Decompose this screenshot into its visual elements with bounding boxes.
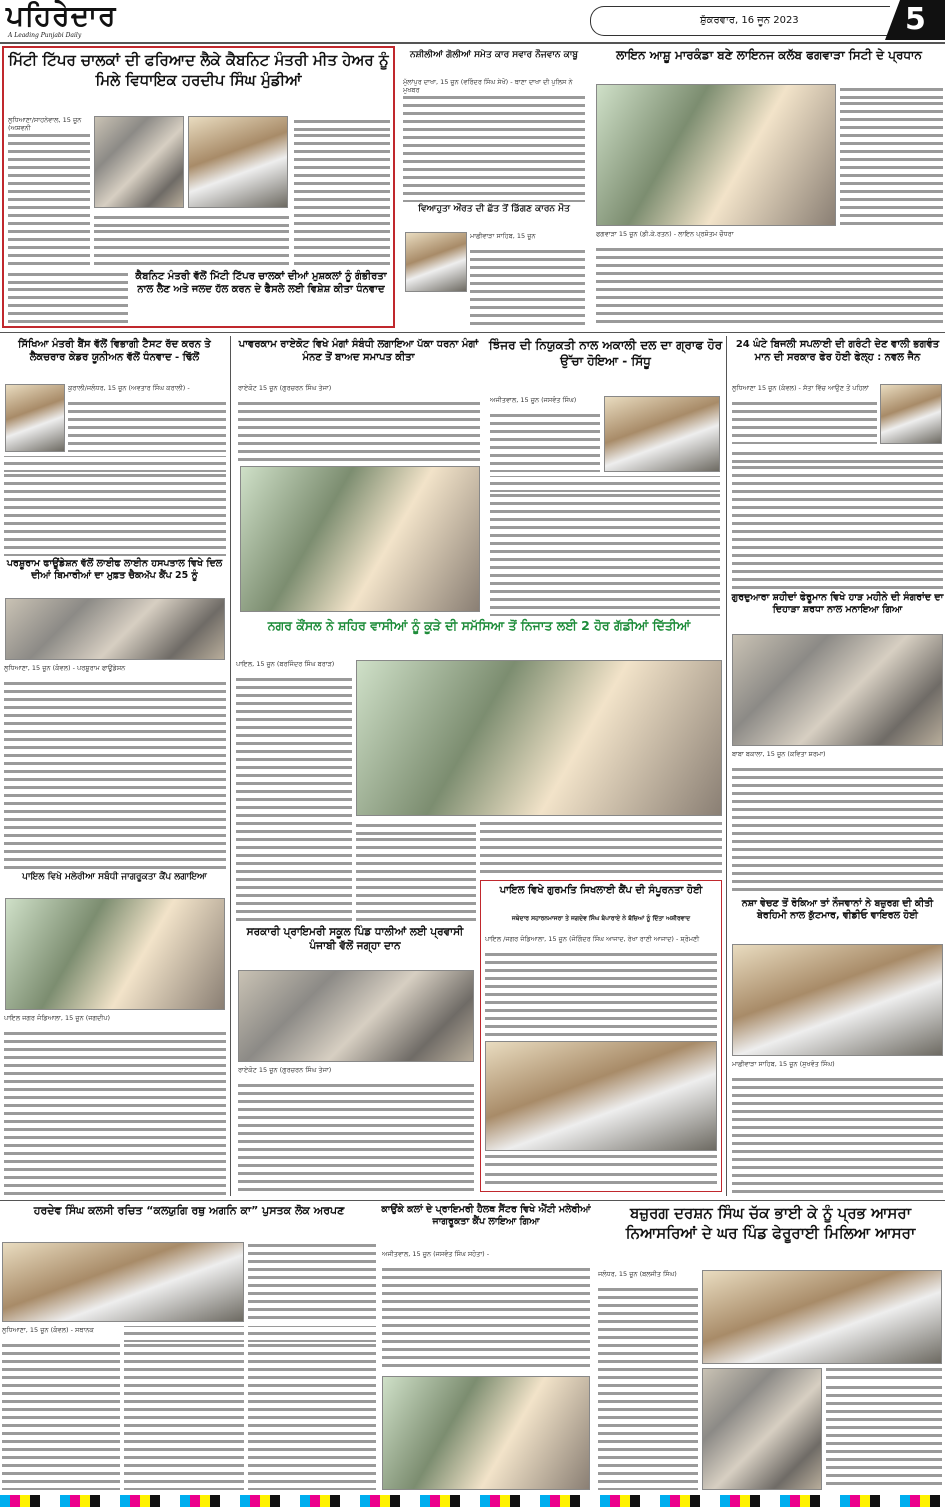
headline: ਗੁਰਦੁਆਰਾ ਸ਼ਹੀਦਾਂ ਫੇਰੂਮਾਨ ਵਿਖੇ ਹਾੜ ਮਹੀਨੇ ਦੀ ਸੰਗਰਾਂਦ ਦਾ ਦਿਹਾੜਾ ਸ਼ਰਧਾ ਨਾਲ ਮਨਾਇਆ ਗਿਆ: [731, 592, 944, 616]
photo-garbage-vehicles: [356, 660, 722, 816]
column-rule: [230, 336, 231, 1196]
article-body: [732, 448, 943, 590]
headline: ਪਰਸ਼ੂਰਾਮ ਫਾਊਂਡੇਸ਼ਨ ਵੱਲੋਂ ਲਾਈਫ ਲਾਈਨ ਹਸਪਤਾਲ ਵਿਖੇ ਦਿਲ ਦੀਆਂ ਬਿਮਾਰੀਆਂ ਦਾ ਮੁਫ਼ਤ ਚੈਕਅੱਪ ਕੈਂਪ 25 ਨੂੰ: [6, 558, 223, 582]
headline: ਪਾਇਲ ਵਿਖੇ ਮਲੇਰੀਆ ਸਬੰਧੀ ਜਾਗਰੂਕਤਾ ਕੈਂਪ ਲਗਾਇਆ: [22, 872, 207, 882]
article-body: ਅਜੀਤਵਾਲ, 15 ਜੂਨ (ਜਸਵੰਤ ਸਿੰਘ): [490, 396, 600, 472]
article-body: [8, 270, 128, 325]
headline: ਸਰਕਾਰੀ ਪ੍ਰਾਇਮਰੀ ਸਕੂਲ ਪਿੰਡ ਧਾਲੀਆਂ ਲਈ ਪ੍ਰਵਾਸੀ ਪੰਜਾਬੀ ਵੱਲੋਂ ਜਗ੍ਹਾ ਦਾਨ: [246, 926, 464, 952]
headline: ਸਿੱਖਿਆ ਮੰਤਰੀ ਬੈਂਸ ਵੱਲੋਂ ਵਿਭਾਗੀ ਟੈਸਟ ਰੱਦ ਕਰਨ ਤੇ ਲੈਕਚਰਾਰ ਕੇਡਰ ਯੂਨੀਅਨ ਵੱਲੋਂ ਧੰਨਵਾਦ - ਢਿੱਲੋਂ: [18, 339, 211, 363]
article-body: [248, 1242, 376, 1322]
photo-foundation: [5, 598, 225, 660]
article-tipper-drivers: [2, 46, 395, 328]
article-body: ਕੁਰਾਲੀ/ਜਲੰਧਰ, 15 ਜੂਨ (ਅਵਤਾਰ ਸਿੰਘ ਕਰਾਲੀ) -: [68, 384, 226, 452]
article-body: ਬਾਬਾ ਬਕਾਲਾ, 15 ਜੂਨ (ਕਵਿਤਾ ਸ਼ਰਮਾ): [732, 750, 943, 896]
headline: ਕਾਉਂਕੇ ਕਲਾਂ ਦੇ ਪ੍ਰਾਇਮਰੀ ਹੈਲਥ ਸੈਂਟਰ ਵਿਖੇ ਐਂਟੀ ਮਲੇਰੀਆਂ ਜਾਗਰੂਕਤਾ ਕੈਂਪ ਲਾਇਆ ਗਿਆ: [381, 1204, 591, 1228]
photo-ashram: [702, 1368, 822, 1490]
article-body: ਫਗਵਾੜਾ 15 ਜੂਨ (ਡੀ.ਕੇ.ਰਤਨ) - ਲਾਇਨ ਪ੍ਰਸ਼ੋਤਮ ਚੌਧਰਾ: [596, 230, 943, 328]
article-body: ਲੁਧਿਆਣਾ, 15 ਜੂਨ (ਕੰਵਲ) - ਪਰਸ਼ੂਰਾਮ ਫਾਊਂਡੇਸ਼ਨ: [4, 664, 226, 869]
article-body: ਮਾਛੀਵਾੜਾ ਸਾਹਿਬ, 15 ਜੂਨ (ਸੁਖਵੰਤ ਸਿੰਘ): [732, 1060, 943, 1196]
article-body: ਜਲੰਧਰ, 15 ਜੂਨ (ਬਲਜੀਤ ਸਿੰਘ): [598, 1270, 698, 1490]
article-body: [356, 820, 476, 922]
photo-malaria-camp: [5, 898, 225, 1010]
article-body: ਪਾਇਲ, 15 ਜੂਨ (ਬਰਜਿੰਦਰ ਸਿੰਘ ਬਰਾੜ): [236, 660, 352, 922]
photo-portrait: [5, 384, 65, 452]
issue-date: ਸ਼ੁੱਕਰਵਾਰ, 16 ਜੂਨ 2023: [700, 15, 799, 26]
headline: ਹਰਦੇਵ ਸਿੰਘ ਕਲਸੀ ਰਚਿਤ “ਕਲਯੁਗਿ ਰਥੁ ਅਗਨਿ ਕਾ” ਪੁਸਤਕ ਲੋਕ ਅਰਪਣ: [33, 1204, 345, 1217]
photo-children-certificates: [485, 1041, 717, 1151]
headline-green: ਨਗਰ ਕੌਂਸਲ ਨੇ ਸ਼ਹਿਰ ਵਾਸੀਆਂ ਨੂੰ ਕੂੜੇ ਦੀ ਸਮੱਸਿਆ ਤੋਂ ਨਿਜਾਤ ਲਈ 2 ਹੋਰ ਗੱਡੀਆਂ ਦਿੱਤੀਆਂ: [267, 618, 691, 633]
article-body: ਲੁਧਿਆਣਾ, 15 ਜੂਨ (ਕੰਵਲ) - ਸਥਾਨਕ: [2, 1326, 120, 1490]
headline: ਨਸ਼ੀਲੀਆਂ ਗੋਲੀਆਂ ਸਮੇਤ ਕਾਰ ਸਵਾਰ ਨੌਜਵਾਨ ਕਾਬੂ: [409, 50, 579, 60]
article-body: [124, 1326, 244, 1490]
photo-health-camp: [382, 1376, 590, 1490]
photo-gurdwara: [732, 634, 943, 746]
headline: ਨਸ਼ਾ ਵੇਚਣ ਤੋਂ ਰੋਕਿਆ ਤਾਂ ਨੌਜਵਾਨਾਂ ਨੇ ਬਜ਼ੁਰਗ ਦੀ ਕੀਤੀ ਬੇਰਹਿਮੀ ਨਾਲ ਕੁੱਟਮਾਰ, ਵੀਡੀਓ ਵਾਇਰਲ ਹੋਈ: [741, 898, 934, 922]
photo-lions-club: [596, 84, 836, 226]
article-body: [490, 476, 720, 616]
subheadline: ਕੈਬਨਿਟ ਮੰਤਰੀ ਵੱਲੋਂ ਮਿੱਟੀ ਟਿੱਪਰ ਚਾਲਕਾਂ ਦੀਆਂ ਮੁਸ਼ਕਲਾਂ ਨੂੰ ਗੰਭੀਰਤਾ ਨਾਲ ਲੈਣ ਅਤੇ ਜਲਦ ਹੱਲ ਕਰਨ ਦੇ ਫੈਸਲੇ ਲਈ ਵਿਸ਼ੇਸ਼ ਕੀਤਾ ਧੰਨਵਾਦ: [135, 271, 387, 295]
photo-minister: [188, 116, 288, 208]
photo-youths: [732, 944, 943, 1056]
photo-meeting: [94, 116, 184, 208]
article-body: [248, 1326, 376, 1490]
headline: ਝਿੰਜਰ ਦੀ ਨਿਯੁਕਤੀ ਨਾਲ ਅਕਾਲੀ ਦਲ ਦਾ ਗ੍ਰਾਫ ਹੋਰ ਉੱਚਾ ਹੋਇਆ - ਸਿੱਧੂ: [488, 338, 723, 368]
article-body: [4, 456, 226, 556]
photo-protest: [240, 466, 480, 612]
headline: ਪਾਇਲ ਵਿਖੇ ਗੁਰਮਤਿ ਸਿਖਲਾਈ ਕੈਂਪ ਦੀ ਸੰਪੂਰਨਤਾ ਹੋਈ: [499, 885, 703, 896]
article-body: ਮੁੱਲਾਂਪੁਰ ਦਾਖਾ, 15 ਜੂਨ (ਵਰਿੰਦਰ ਸਿੰਘ ਸੇਖੋਂ) - ਥਾਣਾ ਦਾਖਾ ਦੀ ਪੁਲਿਸ ਨੇ ਮੁਖਬਰ: [403, 78, 585, 202]
article-body: ਲੁਧਿਆਣਾ/ਸਾਹਨੇਵਾਲ, 15 ਜੂਨ (ਅਸ਼ਵਨੀ: [8, 116, 90, 266]
subheadline: ਜਥੇਦਾਰ ਸਹਾਰਨਮਾਜਰਾ ਤੇ ਜਗਦੇਵ ਸਿੰਘ ਬੋਪਾਰਾਏ ਨੇ ਬੱਚਿਆਂ ਨੂੰ ਦਿੱਤਾ ਅਸ਼ੀਰਵਾਦ: [511, 915, 691, 922]
article-body: [826, 1368, 942, 1490]
article-body: [480, 820, 722, 876]
column-rule: [726, 336, 727, 1196]
article-body: ਅਜੀਤਵਾਲ, 15 ਜੂਨ (ਜਸਵੰਤ ਸਿੰਘ ਸਹੋਤਾ) -: [382, 1250, 590, 1372]
section-divider: [0, 1200, 945, 1201]
article-body: [294, 116, 390, 266]
photo-elderly-man: [702, 1270, 942, 1364]
photo-portraits: [604, 396, 720, 472]
article-body: [840, 84, 943, 226]
color-registration-bar: [0, 1495, 945, 1507]
article-body: [94, 212, 289, 266]
article-body: ਰਾਏਕੋਟ 15 ਜੂਨ (ਗੁਰਚਰਨ ਸਿੰਘ ਤੇਜਾ): [238, 384, 480, 462]
masthead: [0, 0, 945, 42]
article-body: ਪਾਇਲ /ਜਗਰ ਜੰਡਿਆਲਾ, 15 ਜੂਨ (ਜੋਗਿੰਦਰ ਸਿੰਘ ਆਜਾਦ, ਰੇਖਾ ਰਾਣੀ ਆਜਾਦ) - ਸ਼੍ਰੋਮਣੀ: [485, 935, 717, 1037]
masthead-rule: [0, 42, 945, 44]
photo-portrait: [880, 384, 942, 444]
article-body: ਮਾਛੀਵਾੜਾ ਸਾਹਿਬ, 15 ਜੂਨ: [470, 232, 585, 326]
headline: 24 ਘੰਟੇ ਬਿਜਲੀ ਸਪਲਾਈ ਦੀ ਗਰੰਟੀ ਦੇਣ ਵਾਲੀ ਭਗਵੰਤ ਮਾਨ ਦੀ ਸਰਕਾਰ ਫੇਰ ਹੋਈ ਫੇਲ੍ਹ : ਨਵਲ ਜੈਨ: [735, 339, 940, 363]
photo-school-donation: [238, 970, 474, 1062]
section-divider: [0, 332, 945, 333]
newspaper-logo: ਪਹਿਰੇਦਾਰ: [6, 0, 117, 32]
headline: ਬਜ਼ੁਰਗ ਦਰਸ਼ਨ ਸਿੰਘ ਚੱਕ ਭਾਈ ਕੇ ਨੂੰ ਪ੍ਰਭ ਆਸਰਾ ਨਿਆਸਰਿਆਂ ਦੇ ਘਰ ਪਿੰਡ ਫੇਰੂਰਾਈ ਮਿਲਿਆ ਆਸਰਾ: [625, 1204, 916, 1242]
article-gurmat-camp: [480, 880, 722, 1192]
tagline: A Leading Punjabi Daily: [8, 32, 82, 39]
photo-woman: [405, 232, 467, 292]
headline: ਲਾਇਨ ਆਸ਼ੂ ਮਾਰਕੰਡਾ ਬਣੇ ਲਾਇਨਜ ਕਲੱਬ ਫਗਵਾੜਾ ਸਿਟੀ ਦੇ ਪ੍ਰਧਾਨ: [616, 48, 922, 62]
article-body: [485, 1155, 717, 1189]
article-body: ਪਾਇਲ ਜਗਰ ਜੰਡਿਆਲਾ, 15 ਜੂਨ (ਜਗਦੀਪ): [4, 1014, 226, 1196]
headline: ਮਿੱਟੀ ਟਿੱਪਰ ਚਾਲਕਾਂ ਦੀ ਫਰਿਆਦ ਲੈਕੇ ਕੈਬਨਿਟ ਮੰਤਰੀ ਮੀਤ ਹੇਅਰ ਨੂੰ ਮਿਲੇ ਵਿਧਾਇਕ ਹਰਦੀਪ ਸਿੰਘ ਮੁੰਡੀਆਂ: [8, 51, 389, 89]
photo-book-release: [2, 1242, 244, 1322]
article-body: ਲੁਧਿਆਣਾ 15 ਜੂਨ (ਕੰਵਲ) - ਸੱਤਾ ਵਿੱਚ ਆਉਣ ਤੋਂ ਪਹਿਲਾਂ: [732, 384, 877, 444]
page-number: 5: [905, 2, 926, 37]
headline: ਵਿਆਹੁਤਾ ਔਰਤ ਦੀ ਛੱਤ ਤੋਂ ਡਿੱਗਣ ਕਾਰਨ ਮੌਤ: [418, 204, 570, 214]
headline: ਪਾਵਰਕਾਮ ਰਾਏਕੋਟ ਵਿਖੇ ਮੰਗਾਂ ਸੰਬੰਧੀ ਲਗਾਇਆ ਪੱਕਾ ਧਰਨਾ ਮੰਗਾਂ ਮੰਨਣ ਤੋਂ ਬਾਅਦ ਸਮਾਪਤ ਕੀਤਾ: [238, 339, 479, 363]
article-body: ਰਾਏਕੋਟ 15 ਜੂਨ (ਗੁਰਚਰਨ ਸਿੰਘ ਤੇਜਾ): [238, 1066, 474, 1196]
